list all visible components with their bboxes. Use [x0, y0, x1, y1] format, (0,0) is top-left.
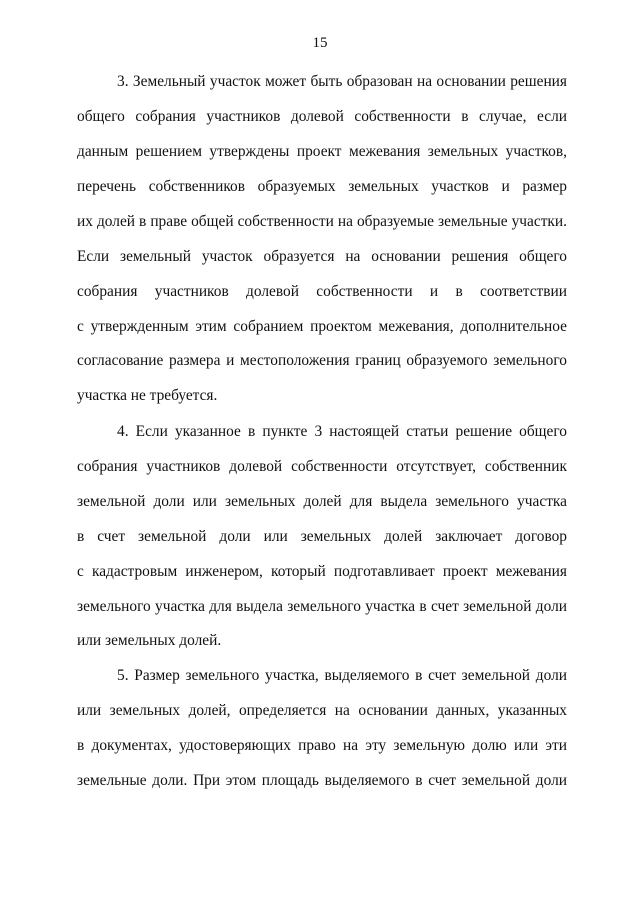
paragraph-3-line-5: их долей в праве общей собственности на образуемые земельные участки. [77, 213, 567, 230]
paragraph-4-line-1: 4. Если указанное в пункте 3 настоящей статьи решение общего [117, 423, 567, 440]
paragraph-5-line-1: 5. Размер земельного участка, выделяемого в счет земельной доли [117, 667, 567, 684]
paragraph-3-line-7: собрания участников долевой собственности и в соответствии [77, 283, 567, 300]
paragraph-3-line-3: данным решением утверждены проект межевания земельных участков, [77, 143, 567, 160]
paragraph-5-line-3: в документах, удостоверяющих право на эту земельную долю или эти [77, 737, 567, 754]
paragraph-3-line-4: перечень собственников образуемых земельных участков и размер [77, 178, 567, 195]
paragraph-3-line-1: 3. Земельный участок может быть образован на основании решения [117, 73, 567, 90]
paragraph-4-line-6: земельного участка для выдела земельного участка в счет земельной доли [77, 598, 567, 615]
paragraph-3-line-9: согласование размера и местоположения границ образуемого земельного [77, 352, 567, 369]
paragraph-3-line-6: Если земельный участок образуется на основании решения общего [77, 248, 567, 265]
paragraph-4-line-5: с кадастровым инженером, который подготавливает проект межевания [77, 563, 567, 580]
paragraph-4-line-3: земельной доли или земельных долей для выдела земельного участка [77, 493, 567, 510]
paragraph-3-line-2: общего собрания участников долевой собственности в случае, если [77, 108, 567, 125]
paragraph-4-line-2: собрания участников долевой собственности отсутствует, собственник [77, 458, 567, 475]
paragraph-4-line-4: в счет земельной доли или земельных долей заключает договор [77, 528, 567, 545]
paragraph-5-line-4: земельные доли. При этом площадь выделяемого в счет земельной доли [77, 772, 567, 789]
paragraph-5-line-2: или земельных долей, определяется на основании данных, указанных [77, 702, 567, 719]
paragraph-3-line-8: с утвержденным этим собранием проектом межевания, дополнительное [77, 318, 567, 335]
paragraph-4-line-7: или земельных долей. [77, 632, 222, 649]
paragraph-3-line-10: участка не требуется. [77, 387, 218, 404]
page-number: 15 [312, 35, 328, 51]
